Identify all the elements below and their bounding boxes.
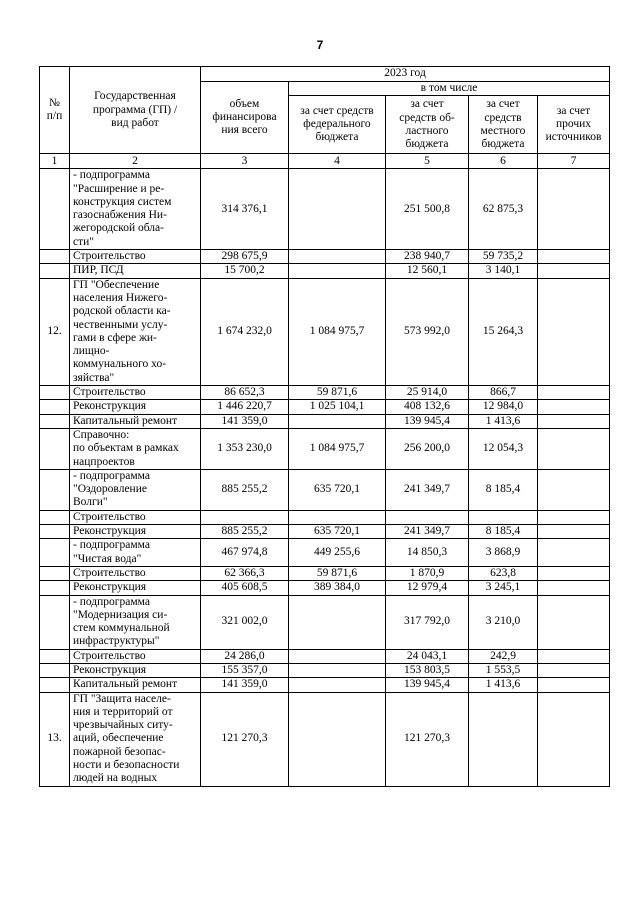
cell-regional: 12 979,4	[386, 581, 469, 595]
cell-regional: 573 992,0	[386, 278, 469, 385]
cell-regional: 238 940,7	[386, 250, 469, 264]
table-row	[40, 510, 610, 524]
cell-federal	[289, 264, 386, 278]
cell-total: 467 974,8	[201, 539, 289, 567]
cell-federal: 1 084 975,7	[289, 428, 386, 469]
cell-local: 8 185,4	[469, 469, 538, 510]
table-row	[40, 539, 610, 567]
cell-other	[538, 250, 610, 264]
header-row-1	[40, 67, 610, 82]
table-row	[40, 581, 610, 595]
cell-local: 866,7	[469, 386, 538, 400]
row-number	[40, 678, 70, 692]
cell-total: 1 674 232,0	[201, 278, 289, 385]
row-name: - подпрограмма "Расширение и ре- конструкция систем газоснабжения Ни- жегородской обла- сти"	[70, 169, 201, 250]
header-total: объем финансирова ния всего	[201, 82, 289, 154]
table-row	[40, 169, 610, 250]
column-index-row	[40, 154, 610, 169]
cell-local: 12 984,0	[469, 400, 538, 414]
row-name: Капитальный ремонт	[70, 678, 201, 692]
cell-regional: 153 803,5	[386, 663, 469, 677]
cell-regional: 139 945,4	[386, 678, 469, 692]
cell-local: 59 735,2	[469, 250, 538, 264]
row-number	[40, 469, 70, 510]
cell-regional: 14 850,3	[386, 539, 469, 567]
row-name: Справочно: по объектам в рамках нацпроектов	[70, 428, 201, 469]
table-row	[40, 278, 610, 385]
cell-total: 141 359,0	[201, 678, 289, 692]
row-name: - подпрограмма "Чистая вода"	[70, 539, 201, 567]
cell-local: 3 245,1	[469, 581, 538, 595]
cell-other	[538, 264, 610, 278]
column-index: 2	[70, 154, 201, 169]
row-number: 12.	[40, 278, 70, 385]
row-name: Строительство	[70, 566, 201, 580]
table-row	[40, 386, 610, 400]
table-row	[40, 525, 610, 539]
row-name: Строительство	[70, 510, 201, 524]
cell-other	[538, 539, 610, 567]
cell-regional: 241 349,7	[386, 469, 469, 510]
cell-total: 298 675,9	[201, 250, 289, 264]
row-name: Реконструкция	[70, 400, 201, 414]
row-name: Реконструкция	[70, 663, 201, 677]
row-name: Строительство	[70, 386, 201, 400]
table-row	[40, 649, 610, 663]
cell-other	[538, 400, 610, 414]
row-number	[40, 264, 70, 278]
cell-local: 1 413,6	[469, 678, 538, 692]
cell-other	[538, 663, 610, 677]
header-local: за счет средств местного бюджета	[469, 96, 538, 154]
table-row	[40, 663, 610, 677]
column-index: 4	[289, 154, 386, 169]
column-index: 6	[469, 154, 538, 169]
table-row	[40, 469, 610, 510]
row-name: Реконструкция	[70, 525, 201, 539]
cell-other	[538, 386, 610, 400]
table-row	[40, 264, 610, 278]
row-number	[40, 566, 70, 580]
cell-federal	[289, 250, 386, 264]
cell-local	[469, 510, 538, 524]
row-number	[40, 649, 70, 663]
cell-federal	[289, 414, 386, 428]
cell-federal: 635 720,1	[289, 525, 386, 539]
header-num: № п/п	[40, 67, 70, 154]
cell-other	[538, 581, 610, 595]
cell-regional: 317 792,0	[386, 595, 469, 649]
table-row	[40, 678, 610, 692]
cell-federal: 389 384,0	[289, 581, 386, 595]
cell-other	[538, 428, 610, 469]
row-number	[40, 510, 70, 524]
cell-other	[538, 566, 610, 580]
cell-local: 15 264,3	[469, 278, 538, 385]
header-other: за счет прочих источников	[538, 96, 610, 154]
cell-total: 155 357,0	[201, 663, 289, 677]
row-name: Реконструкция	[70, 581, 201, 595]
header-including: в том числе	[289, 82, 610, 96]
cell-federal	[289, 595, 386, 649]
table-row	[40, 595, 610, 649]
header-federal: за счет средств федерального бюджета	[289, 96, 386, 154]
cell-total: 885 255,2	[201, 469, 289, 510]
column-index: 7	[538, 154, 610, 169]
cell-federal	[289, 510, 386, 524]
cell-total: 885 255,2	[201, 525, 289, 539]
cell-regional: 241 349,7	[386, 525, 469, 539]
cell-regional: 251 500,8	[386, 169, 469, 250]
header-year: 2023 год	[201, 67, 610, 82]
header-program: Государственная программа (ГП) / вид работ	[70, 67, 201, 154]
cell-total: 15 700,2	[201, 264, 289, 278]
column-index: 1	[40, 154, 70, 169]
row-number	[40, 595, 70, 649]
cell-federal: 59 871,6	[289, 386, 386, 400]
row-number	[40, 386, 70, 400]
row-name: ПИР, ПСД	[70, 264, 201, 278]
row-number	[40, 428, 70, 469]
cell-regional: 408 132,6	[386, 400, 469, 414]
table-row	[40, 428, 610, 469]
cell-local: 8 185,4	[469, 525, 538, 539]
cell-total: 62 366,3	[201, 566, 289, 580]
cell-total: 86 652,3	[201, 386, 289, 400]
cell-other	[538, 678, 610, 692]
cell-federal: 59 871,6	[289, 566, 386, 580]
row-number	[40, 581, 70, 595]
row-number	[40, 400, 70, 414]
cell-total: 141 359,0	[201, 414, 289, 428]
cell-federal: 1 084 975,7	[289, 278, 386, 385]
cell-local: 3 210,0	[469, 595, 538, 649]
row-number	[40, 539, 70, 567]
cell-local: 3 868,9	[469, 539, 538, 567]
table-row	[40, 250, 610, 264]
row-number	[40, 250, 70, 264]
cell-total: 24 286,0	[201, 649, 289, 663]
cell-regional: 121 270,3	[386, 692, 469, 786]
financing-table	[39, 66, 610, 787]
cell-total: 1 353 230,0	[201, 428, 289, 469]
row-name: Строительство	[70, 250, 201, 264]
page-number: 7	[316, 38, 324, 52]
cell-federal	[289, 663, 386, 677]
row-name: Капитальный ремонт	[70, 414, 201, 428]
cell-other	[538, 510, 610, 524]
row-number	[40, 169, 70, 250]
cell-local: 62 875,3	[469, 169, 538, 250]
cell-regional: 12 560,1	[386, 264, 469, 278]
cell-other	[538, 692, 610, 786]
cell-federal: 449 255,6	[289, 539, 386, 567]
cell-total	[201, 510, 289, 524]
row-number	[40, 663, 70, 677]
cell-federal	[289, 169, 386, 250]
cell-regional	[386, 510, 469, 524]
cell-regional: 256 200,0	[386, 428, 469, 469]
cell-other	[538, 469, 610, 510]
row-name: - подпрограмма "Модернизация си- стем коммунальной инфраструктуры"	[70, 595, 201, 649]
cell-other	[538, 649, 610, 663]
column-index: 3	[201, 154, 289, 169]
cell-local: 1 553,5	[469, 663, 538, 677]
row-name: ГП "Защита населе- ния и территорий от чрезвычайных ситу- аций, обеспечение пожарной безопас- ности и безопасности людей на водных	[70, 692, 201, 786]
cell-other	[538, 595, 610, 649]
cell-federal	[289, 692, 386, 786]
row-name: Строительство	[70, 649, 201, 663]
cell-other	[538, 169, 610, 250]
cell-local: 242,9	[469, 649, 538, 663]
column-index: 5	[386, 154, 469, 169]
header-regional: за счет средств об- ластного бюджета	[386, 96, 469, 154]
cell-local	[469, 692, 538, 786]
cell-regional: 25 914,0	[386, 386, 469, 400]
cell-total: 314 376,1	[201, 169, 289, 250]
row-number	[40, 414, 70, 428]
table-row	[40, 692, 610, 786]
table-row	[40, 414, 610, 428]
cell-local: 3 140,1	[469, 264, 538, 278]
cell-regional: 24 043,1	[386, 649, 469, 663]
cell-federal: 635 720,1	[289, 469, 386, 510]
row-number: 13.	[40, 692, 70, 786]
cell-regional: 1 870,9	[386, 566, 469, 580]
table-row	[40, 400, 610, 414]
cell-federal: 1 025 104,1	[289, 400, 386, 414]
cell-total: 1 446 220,7	[201, 400, 289, 414]
row-name: - подпрограмма "Оздоровление Волги"	[70, 469, 201, 510]
row-name: ГП "Обеспечение населения Нижего- родской области ка- чественными услу- гами в сфере жи- лищно- коммунального хо- зяйства"	[70, 278, 201, 385]
cell-federal	[289, 649, 386, 663]
cell-other	[538, 525, 610, 539]
row-number	[40, 525, 70, 539]
cell-local: 1 413,6	[469, 414, 538, 428]
cell-total: 321 002,0	[201, 595, 289, 649]
table-row	[40, 566, 610, 580]
cell-regional: 139 945,4	[386, 414, 469, 428]
cell-total: 121 270,3	[201, 692, 289, 786]
cell-other	[538, 278, 610, 385]
cell-local: 12 054,3	[469, 428, 538, 469]
cell-total: 405 608,5	[201, 581, 289, 595]
cell-local: 623,8	[469, 566, 538, 580]
cell-federal	[289, 678, 386, 692]
cell-other	[538, 414, 610, 428]
